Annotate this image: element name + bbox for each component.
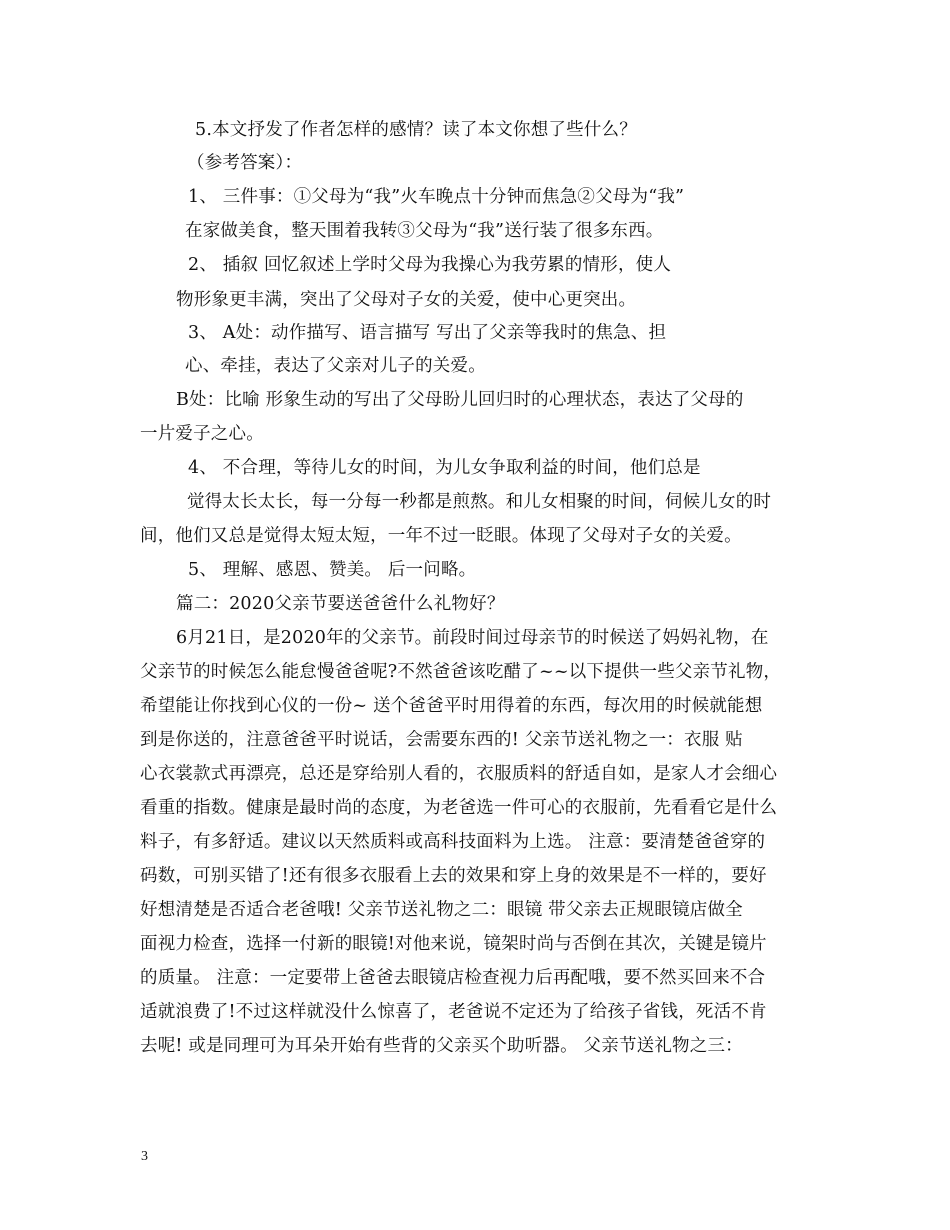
text-line: 5.本文抒发了作者怎样的感情？读了本文你想了些什么？: [195, 120, 637, 140]
text-line: 6月21日，是2020年的父亲节。前段时间过母亲节的时候送了妈妈礼物，在: [176, 628, 769, 648]
text-line: 看重的指数。健康是最时尚的态度，为老爸选一件可心的衣服前，先看看它是什么: [140, 798, 778, 818]
text-line: 到是你送的，注意爸爸平时说话，会需要东西的! 父亲节送礼物之一：衣服 贴: [140, 730, 743, 750]
text-line: （参考答案）：: [187, 153, 303, 173]
text-line: 的质量。 注意：一定要带上爸爸去眼镜店检查视力后再配哦，要不然买回来不合: [140, 968, 766, 988]
text-line: 觉得太长太长，每一分每一秒都是煎熬。和儿女相聚的时间，伺候儿女的时: [187, 492, 772, 512]
text-line: 好想清楚是否适合老爸哦! 父亲节送礼物之二：眼镜 带父亲去正规眼镜店做全: [140, 900, 743, 920]
text-line: 4、 不合理，等待儿女的时间，为儿女争取利益的时间，他们总是: [188, 458, 701, 478]
text-line: 料子，有多舒适。建议以天然质料或高科技面料为上选。 注意：要清楚爸爸穿的: [140, 832, 766, 852]
text-line: 码数，可别买错了!还有很多衣服看上去的效果和穿上身的效果是不一样的，要好: [140, 866, 767, 886]
page-number: 3: [141, 1149, 148, 1164]
text-line: 面视力检查，选择一付新的眼镜!对他来说，镜架时尚与否倒在其次，关键是镜片: [140, 934, 767, 954]
text-line: 间，他们又总是觉得太短太短，一年不过一眨眼。体现了父母对子女的关爱。: [140, 526, 742, 546]
text-line: 1、 三件事：①父母为“我”火车晚点十分钟而焦急②父母为“我”: [188, 187, 685, 207]
text-line: 父亲节的时候怎么能怠慢爸爸呢?不然爸爸该吃醋了~~以下提供一些父亲节礼物，: [140, 662, 782, 682]
text-line: 心衣裳款式再漂亮，总还是穿给别人看的，衣服质料的舒适自如，是家人才会细心: [140, 764, 778, 784]
text-line: 一片爱子之心。: [140, 424, 264, 444]
text-line: B处：比喻 形象生动的写出了父母盼儿回归时的心理状态，表达了父母的: [176, 390, 744, 410]
text-line: 2、 插叙 回忆叙述上学时父母为我操心为我劳累的情形，使人: [188, 255, 672, 275]
section-heading: 篇二：2020父亲节要送爸爸什么礼物好？: [176, 594, 505, 614]
text-line: 希望能让你找到心仪的一份~ 送个爸爸平时用得着的东西，每次用的时候就能想: [140, 696, 763, 716]
text-line: 在家做美食，整天围着我转③父母为“我”送行装了很多东西。: [185, 221, 664, 241]
text-line: 心、牵挂，表达了父亲对儿子的关爱。: [185, 356, 486, 376]
text-line: 5、 理解、感恩、赞美。 后一问略。: [188, 560, 477, 580]
text-line: 物形象更丰满，突出了父母对子女的关爱，使中心更突出。: [176, 290, 637, 310]
text-line: 3、 A处：动作描写、语言描写 写出了父亲等我时的焦急、担: [188, 323, 667, 343]
text-line: 适就浪费了!不过这样就没什么惊喜了，老爸说不定还为了给孩子省钱，死活不肯: [140, 1002, 767, 1022]
text-line: 去呢! 或是同理可为耳朵开始有些背的父亲买个助听器。 父亲节送礼物之三：: [140, 1036, 743, 1056]
